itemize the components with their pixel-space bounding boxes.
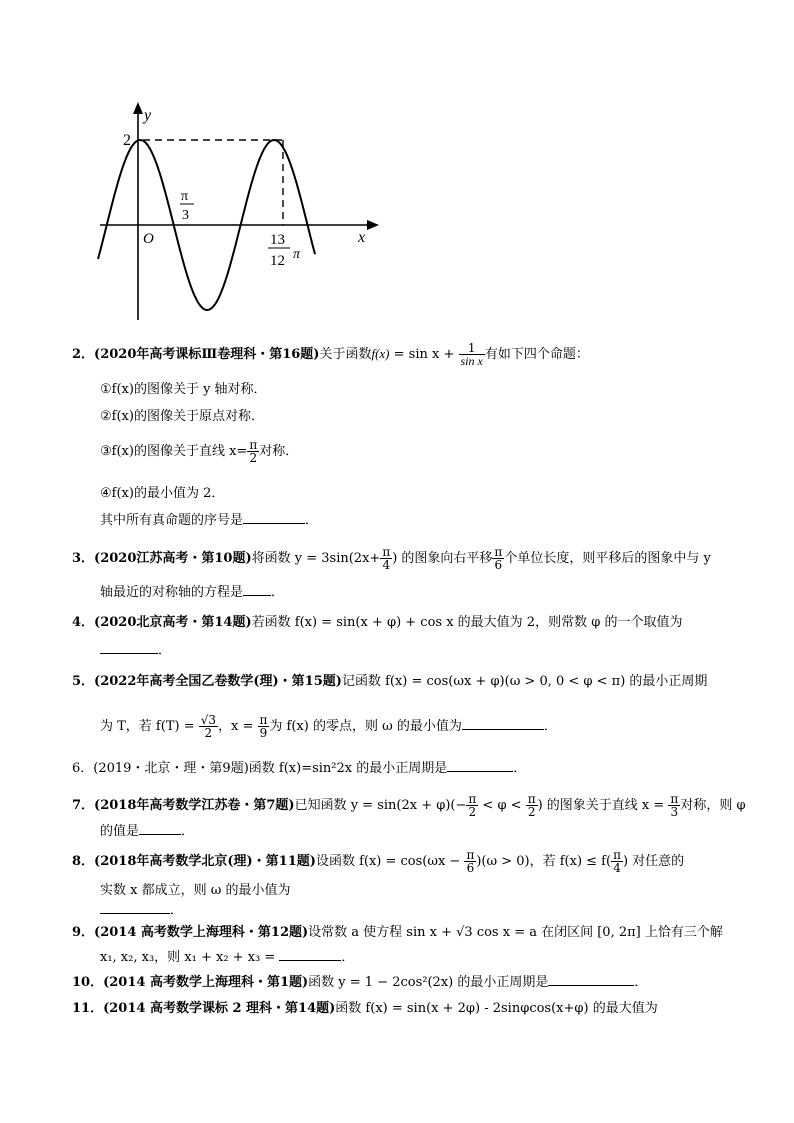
question-4: 4．(2020北京高考・第14题)若函数 f(x) = sin(x + φ) + cos x 的最大值为 2，则常数 φ 的一个取值为 — [72, 615, 683, 630]
sine-graph — [95, 100, 385, 325]
question-7: 7．(2018年高考数学江苏卷・第7题)已知函数 y = sin(2x + φ)(− $\frac{\pi}{2}$ < φ < $\frac{\pi}{2}$ ) 的图象关于直线 x = $\frac{\pi}{3}$ 对称，则 φ — [72, 792, 746, 819]
question-10: 10．(2014 高考数学上海理科・第1题)函数 y = 1 − 2cos²(2x) 的最小正周期是 ． — [72, 975, 648, 990]
q8-fraction-2: $\frac{\pi}{4}$ — [613, 848, 621, 875]
q7-line-2: 的值是 ． — [100, 824, 195, 839]
q4-answer-blank[interactable] — [100, 652, 158, 654]
q2-answer-blank[interactable] — [243, 522, 305, 524]
q7-source: (2018年高考数学江苏卷・第7题) — [94, 798, 295, 813]
y-axis-arrow — [133, 102, 143, 114]
q2-source: (2020年高考课标Ⅲ卷理科・第16题) — [94, 347, 320, 362]
q2-prop-2: ②f(x)的图像关于原点对称． — [100, 409, 264, 424]
question-11: 11．(2014 高考数学课标 2 理科・第14题)函数 f(x) = sin(x + 2φ) - 2sinφcos(x+φ) 的最大值为 — [72, 1001, 658, 1016]
q6-answer-blank[interactable] — [447, 770, 513, 772]
q3-line-2: 轴最近的对称轴的方程是 ． — [100, 585, 285, 600]
q5-answer-blank[interactable] — [462, 728, 544, 730]
max-label: 2 — [123, 132, 131, 149]
q8-source: (2018年高考数学北京(理)・第11题) — [94, 854, 316, 869]
y-label: y — [144, 107, 152, 124]
q3-fraction-1: $\frac{\pi}{4}$ — [382, 545, 391, 572]
q9-source: (2014 高考数学上海理科・第12题) — [94, 925, 309, 940]
q5-sqrt3-fraction: $\frac{√3}{2}$ — [200, 713, 217, 740]
pi3-numerator: π — [181, 189, 189, 204]
x-label: x — [358, 229, 366, 246]
q3-source: (2020江苏高考・第10题) — [94, 551, 252, 566]
q5-source: (2022年高考全国乙卷数学(理)・第15题) — [94, 674, 342, 689]
q3-fraction-2: $\frac{\pi}{6}$ — [494, 545, 503, 572]
q7-fraction-3: $\frac{\pi}{3}$ — [670, 792, 679, 819]
q2-text-a: 关于函数 — [319, 347, 372, 362]
q2-p3-fraction: $\frac{\pi}{2}$ — [249, 438, 258, 465]
q7-fraction-2: $\frac{\pi}{2}$ — [527, 792, 536, 819]
q7-fraction-1: $\frac{\pi}{2}$ — [468, 792, 477, 819]
question-2 — [72, 339, 589, 370]
question-9: 9．(2014 高考数学上海理科・第12题)设常数 a 使方程 sin x + √3 cos x = a 在闭区间 [0, 2π] 上恰有三个解 — [72, 925, 723, 940]
origin-label: O — [143, 231, 154, 247]
q2-text-b: 有如下四个命题： — [484, 347, 589, 362]
q2-eq: = sin x + — [389, 347, 459, 362]
q2-ask: 其中所有真命题的序号是 ． — [100, 513, 319, 528]
q8-line-2: 实数 x 都成立，则 ω 的最小值为 — [100, 883, 291, 898]
q2-fraction: $\frac{1}{\text{sin x}}$ — [460, 341, 483, 368]
x13-numerator: 13 — [270, 232, 285, 248]
q10-source: (2014 高考数学上海理科・第1题) — [103, 975, 309, 990]
question-6: 6．(2019・北京・理・第9题)函数 f(x)=sin²2x 的最小正周期是 ． — [72, 761, 527, 776]
q9-answer-blank[interactable] — [279, 959, 341, 961]
q3-answer-blank[interactable] — [243, 594, 271, 596]
q8-answer-blank[interactable] — [100, 912, 170, 914]
q4-line-2: ． — [100, 642, 171, 660]
q8-fraction-1: $\frac{\pi}{6}$ — [466, 848, 475, 875]
q10-answer-blank[interactable] — [548, 984, 634, 986]
q7-answer-blank[interactable] — [139, 833, 181, 835]
question-5: 5．(2022年高考全国乙卷数学(理)・第15题)记函数 f(x) = cos(ωx + φ)(ω > 0, 0 < φ < π) 的最小正周期 — [72, 674, 708, 689]
q2-prop-1: ①f(x)的图像关于 y 轴对称． — [100, 382, 267, 397]
pi3-denominator: 3 — [182, 208, 189, 223]
q2-prop-3: ③f(x)的图像关于直线 x= $\frac{\pi}{2}$ 对称． — [100, 438, 299, 465]
q2-number: 2． — [72, 347, 95, 362]
q11-source: (2014 高考数学课标 2 理科・第14题) — [103, 1001, 336, 1016]
q8-line-3: ． — [100, 902, 183, 920]
question-8: 8．(2018年高考数学北京(理)・第11题)设函数 f(x) = cos(ωx − $\frac{\pi}{6}$ )(ω > 0)，若 f(x) ≤ f( $\frac{\pi}{4}$ ) 对任意的 — [72, 848, 685, 875]
question-3: 3．(2020江苏高考・第10题)将函数 y = 3sin(2x+ $\frac{\pi}{4}$ ) 的图象向右平移 $\frac{\pi}{6}$ 个单位长度，则平移后的图象中与 y — [72, 545, 711, 572]
q5-line-2: 为 T，若 f(T) = $\frac{√3}{2}$ ，x = $\frac{\pi}{9}$ 为 f(x) 的零点，则 ω 的最小值为 ． — [100, 713, 557, 740]
x-axis-arrow — [367, 220, 379, 230]
q2-fx: f(x) — [371, 346, 390, 361]
q9-line-2: x₁, x₂, x₃，则 x₁ + x₂ + x₃ = ． — [100, 950, 355, 965]
q2-prop-4: ④f(x)的最小值为 2． — [100, 486, 225, 501]
x13-denominator: 12 — [270, 253, 285, 269]
x13-pi: π — [293, 247, 301, 262]
q4-source: (2020北京高考・第14题) — [94, 615, 252, 630]
q5-pi9-fraction: $\frac{\pi}{9}$ — [259, 713, 268, 740]
